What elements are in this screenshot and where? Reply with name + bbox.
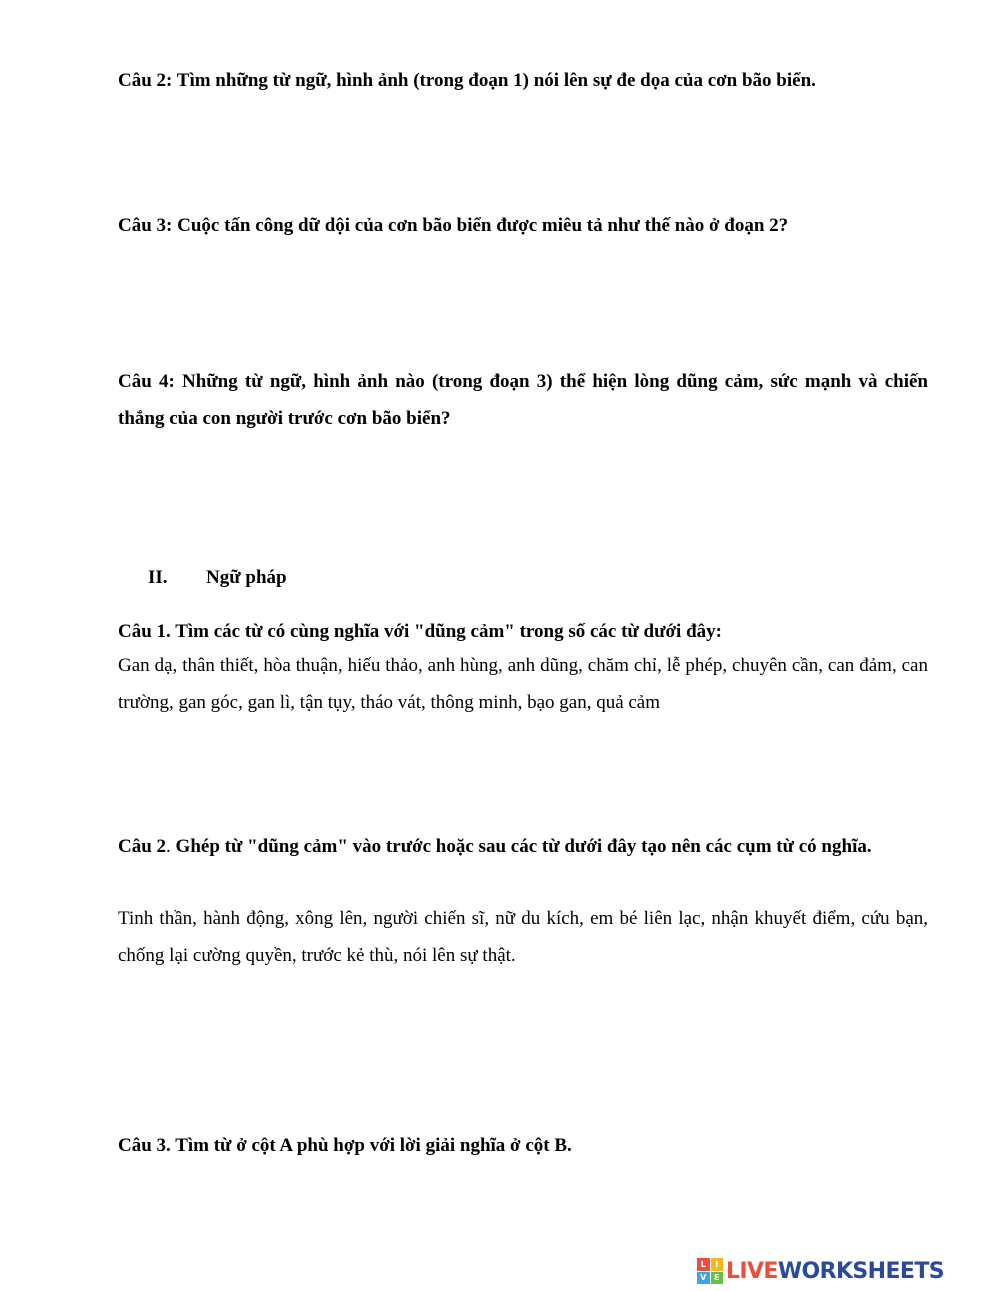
logo-mark-l: L — [697, 1258, 710, 1271]
grammar-question-2-words: Tinh thần, hành động, xông lên, người chiến sĩ, nữ du kích, em bé liên lạc, nhận khuyết điểm, cứu bạn, chống lại cường quyền, trước kẻ thù, nói lên sự thật. — [118, 908, 928, 966]
logo-mark-v: V — [697, 1272, 710, 1285]
section-title: Ngữ pháp — [206, 567, 287, 588]
question-2: Câu 2: Tìm những từ ngữ, hình ảnh (trong đoạn 1) nói lên sự đe dọa của cơn bão biển. — [118, 70, 816, 91]
logo-mark-i: I — [711, 1258, 724, 1271]
question-4: Câu 4: Những từ ngữ, hình ảnh nào (trong đoạn 3) thể hiện lòng dũng cảm, sức mạnh và chiến thắng của con người trước cơn bão biển? — [118, 371, 928, 429]
question-3: Câu 3: Cuộc tấn công dữ dội của cơn bão biển được miêu tả như thế nào ở đoạn 2? — [118, 215, 789, 236]
logo-text-live: LIVE — [726, 1258, 778, 1284]
grammar-question-2 — [118, 828, 928, 865]
grammar-question-1: Câu 1. Tìm các từ có cùng nghĩa với "dũng cảm" trong số các từ dưới đây: — [118, 621, 722, 642]
grammar-question-1-words: Gan dạ, thân thiết, hòa thuận, hiếu thảo, anh hùng, anh dũng, chăm chỉ, lễ phép, chuyên cần, can đảm, can trường, gan góc, gan lì, tận tụy, tháo vát, thông minh, bạo gan, quả cảm — [118, 655, 928, 713]
grammar-question-2-text: Ghép từ "dũng cảm" vào trước hoặc sau các từ dưới đây tạo nên các cụm từ có nghĩa. — [170, 836, 872, 857]
logo-text — [726, 1259, 944, 1284]
section-numeral: II. — [148, 567, 168, 588]
liveworksheets-mark-icon — [697, 1258, 723, 1284]
logo-text-worksheets: WORKSHEETS — [777, 1258, 944, 1284]
grammar-question-2-dot: . — [166, 836, 171, 857]
grammar-question-3: Câu 3. Tìm từ ở cột A phù hợp với lời giải nghĩa ở cột B. — [118, 1135, 572, 1156]
grammar-question-2-label: Câu 2 — [118, 836, 167, 857]
logo-mark-e: E — [711, 1272, 724, 1285]
liveworksheets-logo — [697, 1256, 993, 1286]
